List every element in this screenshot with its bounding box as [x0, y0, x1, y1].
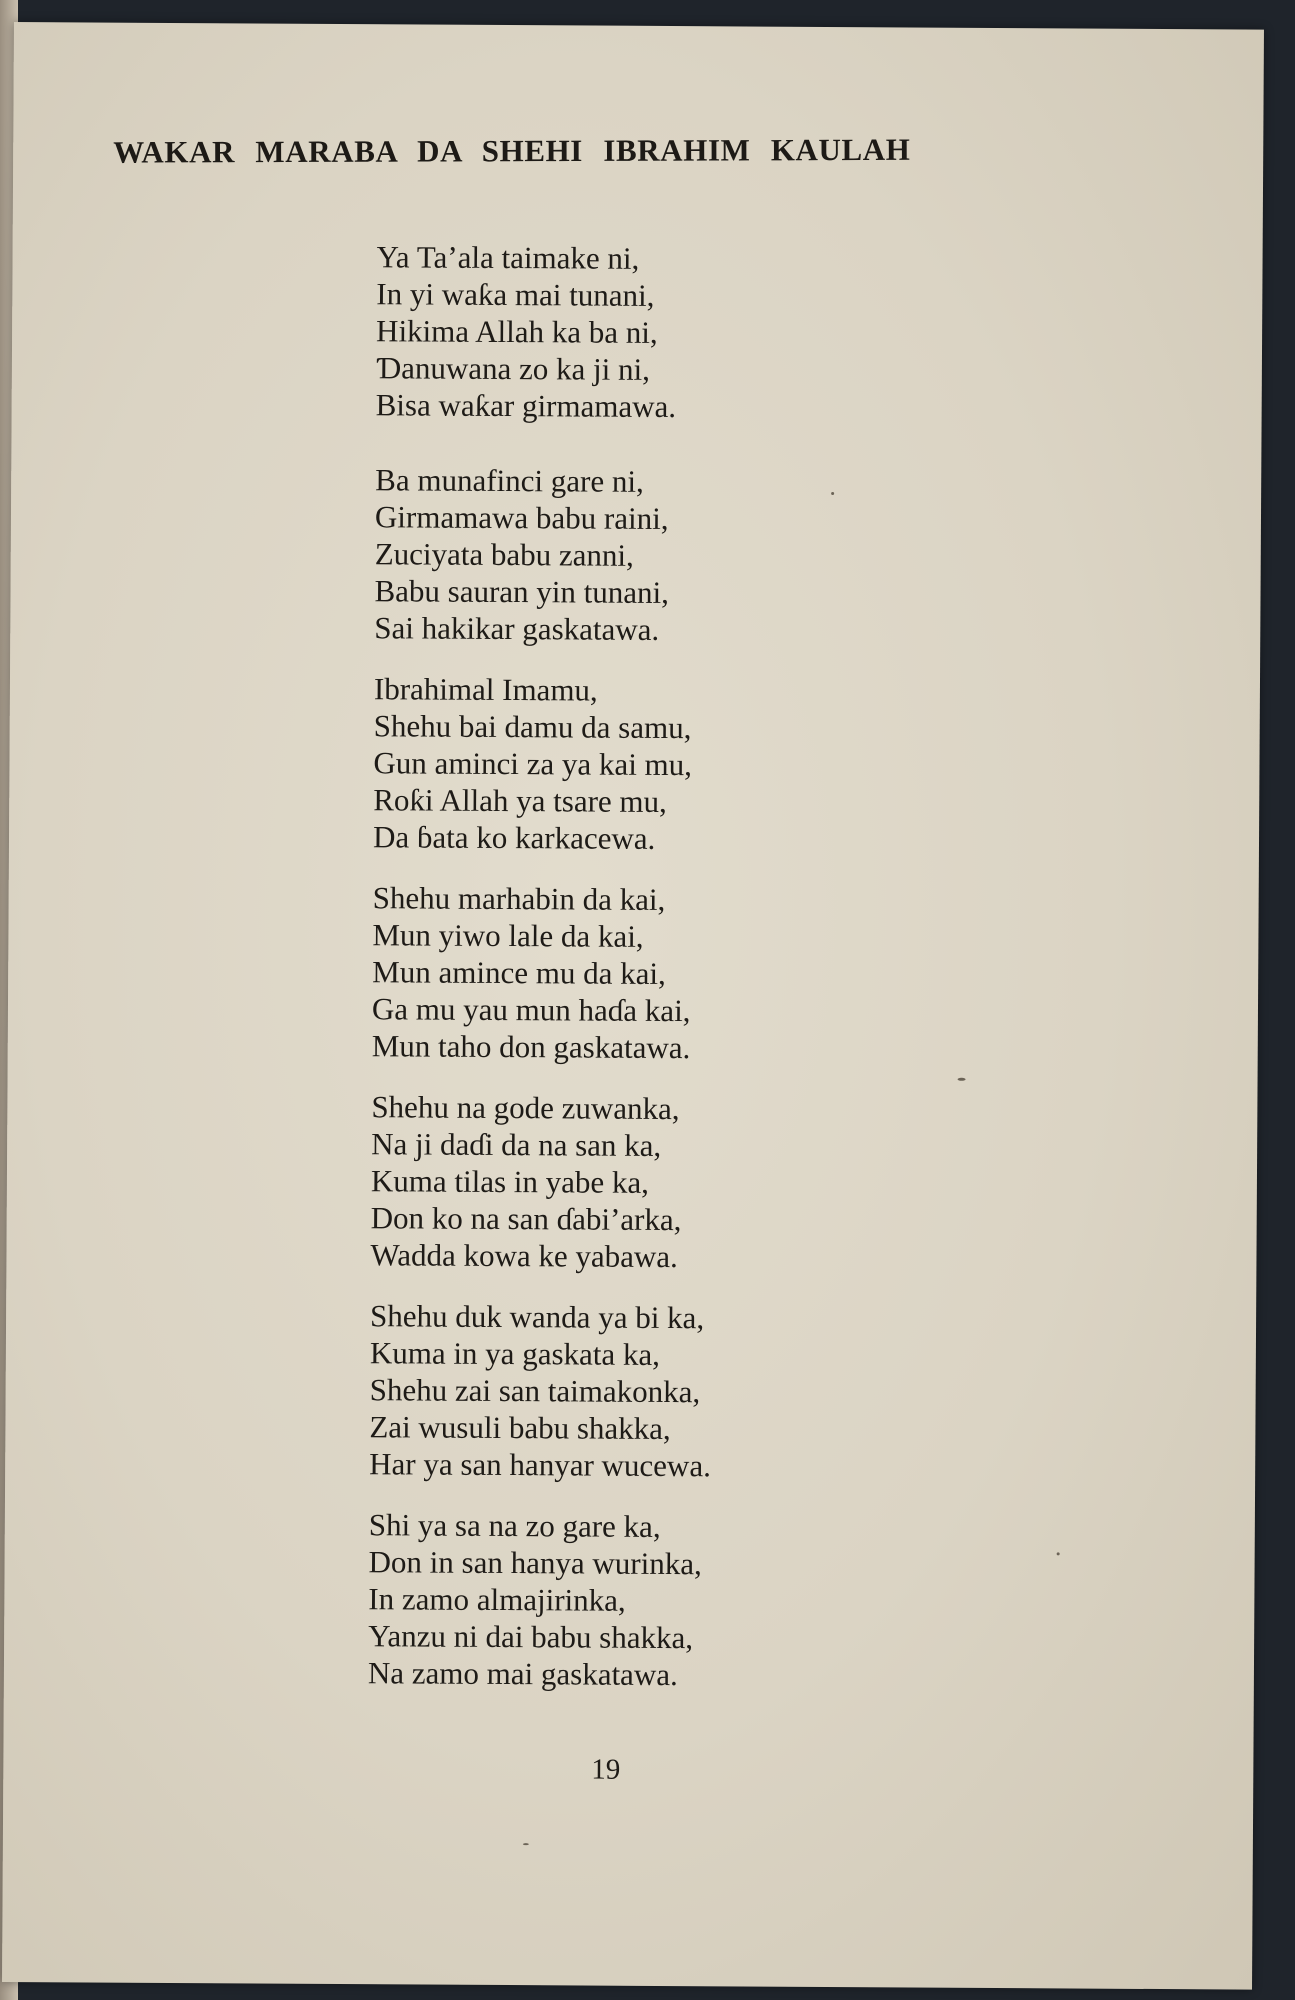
verse-line: Da ɓata ko karkacewa. — [372, 819, 656, 856]
verse-line: Mun yiwo lale da kai, — [372, 917, 644, 954]
verse-line: Yanzu ni dai babu shakka, — [368, 1618, 694, 1656]
verse-line: Shehu zai san taimakonka, — [369, 1372, 701, 1410]
verse-line: Ga mu yau mun haɗa kai, — [371, 991, 691, 1029]
verse-line: Bisa waƙar girmamawa. — [375, 387, 677, 425]
stanza-1 — [376, 238, 937, 426]
verse-line: Mun taho don gaskatawa. — [371, 1028, 691, 1066]
stanza-4 — [372, 879, 933, 1067]
verse-line: Wadda kowa ke yabawa. — [370, 1237, 678, 1275]
verse-line: Kuma in ya gaskata ka, — [369, 1335, 661, 1372]
verse-line: Shehu marhabin da kai, — [372, 880, 666, 917]
verse-line: Shehu na gode zuwanka, — [371, 1089, 680, 1127]
verse-line: Na ji daɗi da na san ka, — [371, 1126, 662, 1163]
verse-line: Sai hakikar gaskatawa. — [374, 610, 660, 647]
stanza-5 — [370, 1088, 931, 1276]
verse-line: In yi waƙa mai tunani, — [376, 276, 655, 313]
stanza-7 — [368, 1506, 929, 1694]
paper-speck — [1057, 1552, 1060, 1555]
verse-line: Ya Ta’ala taimake ni, — [376, 239, 640, 276]
paper-speck — [523, 1843, 529, 1845]
verse-line: Don ko na san ɗabi’arka, — [370, 1200, 682, 1238]
verse-line: Babu sauran yin tunani, — [374, 573, 670, 611]
verse-line: Ba munafinci gare ni, — [375, 462, 644, 499]
poem-body — [368, 238, 937, 1718]
verse-line: Shehu duk wanda ya bi ka, — [369, 1298, 705, 1336]
book-page — [2, 22, 1264, 1990]
verse-line: Girmamawa babu raini, — [374, 499, 669, 537]
verse-line: Roƙi Allah ya tsare mu, — [373, 782, 667, 820]
stanza-2 — [374, 461, 935, 649]
verse-line: Zuciyata babu zanni, — [374, 536, 634, 573]
verse-line: Gun aminci za ya kai mu, — [373, 745, 693, 783]
poem-title: WAKAR MARABA DA SHEHI IBRAHIM KAULAH — [113, 131, 911, 170]
stanza-3 — [373, 670, 934, 858]
verse-line: Zai wusuli babu shakka, — [369, 1409, 671, 1447]
verse-line: Shehu bai damu da samu, — [373, 708, 692, 746]
verse-line: Kuma tilas in yabe ka, — [370, 1163, 650, 1200]
verse-line: Na zamo mai gaskatawa. — [367, 1655, 678, 1693]
verse-line: Ɗanuwana zo ka ji ni, — [375, 350, 651, 387]
stanza-6 — [369, 1297, 930, 1485]
verse-line: Hikima Allah ka ba ni, — [376, 313, 658, 350]
paper-speck — [831, 492, 834, 495]
verse-line: Mun amince mu da kai, — [372, 954, 666, 991]
page-number: 19 — [591, 1753, 621, 1786]
paper-speck — [958, 1078, 966, 1081]
verse-line: Ibrahimal Imamu, — [373, 671, 598, 708]
verse-line: Har ya san hanyar wucewa. — [369, 1446, 712, 1484]
verse-line: Shi ya sa na zo gare ka, — [368, 1507, 661, 1544]
verse-line: In zamo almajirinka, — [368, 1581, 626, 1618]
verse-line: Don in san hanya wurinka, — [368, 1544, 702, 1582]
